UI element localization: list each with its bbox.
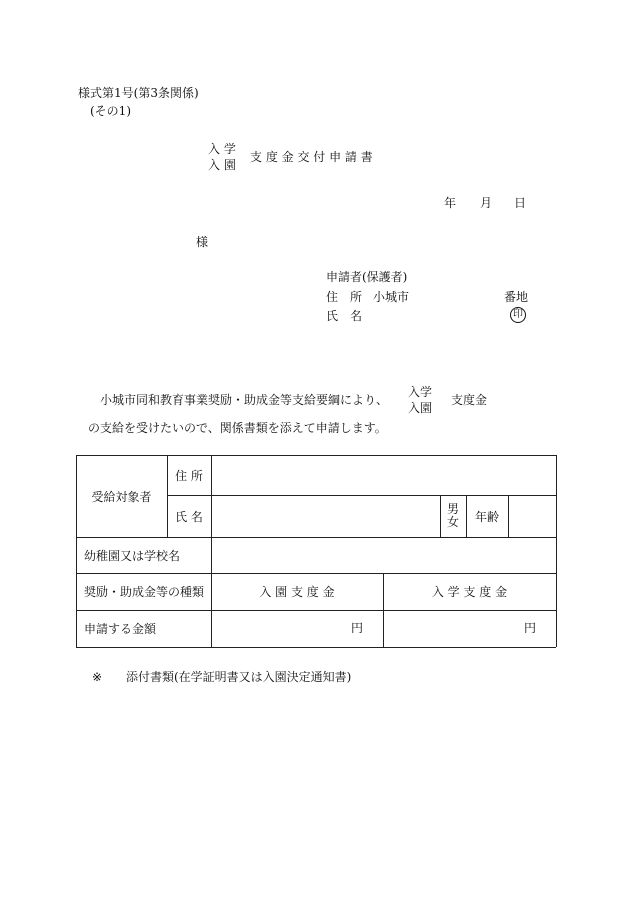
gender-field[interactable] [440, 495, 466, 537]
body-option-stack [408, 384, 432, 416]
kindergarten-allowance-option[interactable]: 入 園 支 度 金 [259, 585, 335, 599]
gender-female: 女 [446, 515, 459, 529]
form-number: 様式第1号(第3条関係) [78, 86, 199, 100]
school-label: 幼稚園又は学校名 [84, 548, 181, 563]
note-attachments: 添付書類(在学証明書又は入園決定通知書) [126, 670, 352, 684]
body-line-1-suffix: 支度金 [451, 393, 488, 407]
recipient-address-field[interactable] [211, 455, 556, 495]
date-month: 月 [480, 196, 493, 210]
allowance-type-label: 奨励・助成金等の種類 [84, 585, 205, 599]
recipient-address-label: 住 所 [175, 468, 203, 483]
age-field[interactable] [508, 495, 556, 537]
form-sub-number: (その1) [90, 104, 131, 118]
seal-mark: 印 [510, 307, 526, 323]
title-option-kindergarten: 入 園 [208, 158, 236, 172]
recipient-name-label: 氏 名 [175, 509, 203, 524]
note-mark: ※ [92, 670, 103, 684]
document-title: 支 度 金 交 付 申 請 書 [250, 150, 373, 164]
date-day: 日 [514, 196, 527, 210]
applicant-address-label: 住 所 [326, 290, 363, 304]
recipient-label: 受給対象者 [91, 489, 152, 504]
school-amount-field[interactable]: 円 [523, 621, 536, 635]
age-label: 年齢 [474, 509, 499, 524]
school-allowance-option[interactable]: 入 学 支 度 金 [431, 585, 508, 599]
body-line-1: 小城市同和教育事業奨励・助成金等支給要綱により、 [100, 393, 389, 407]
applicant-heading: 申請者(保護者) [326, 270, 408, 284]
applicant-name-label: 氏 名 [326, 309, 363, 323]
addressee-suffix: 様 [196, 235, 209, 249]
body-line-2: の支給を受けたいので、関係書類を添えて申請します。 [88, 421, 387, 435]
amount-label: 申請する金額 [84, 622, 157, 636]
title-option-enrollment: 入 学 [208, 142, 236, 156]
gender-male: 男 [446, 502, 459, 516]
school-field[interactable] [211, 537, 556, 573]
body-option-kindergarten: 入園 [408, 401, 433, 415]
body-option-enrollment: 入学 [408, 385, 433, 399]
applicant-address-suffix: 番地 [504, 290, 529, 304]
applicant-address-value: 小城市 [373, 290, 410, 304]
kindergarten-amount-field[interactable]: 円 [350, 621, 363, 635]
recipient-name-field[interactable] [211, 495, 440, 537]
date-year: 年 [444, 196, 457, 210]
title-option-stack [208, 141, 236, 173]
